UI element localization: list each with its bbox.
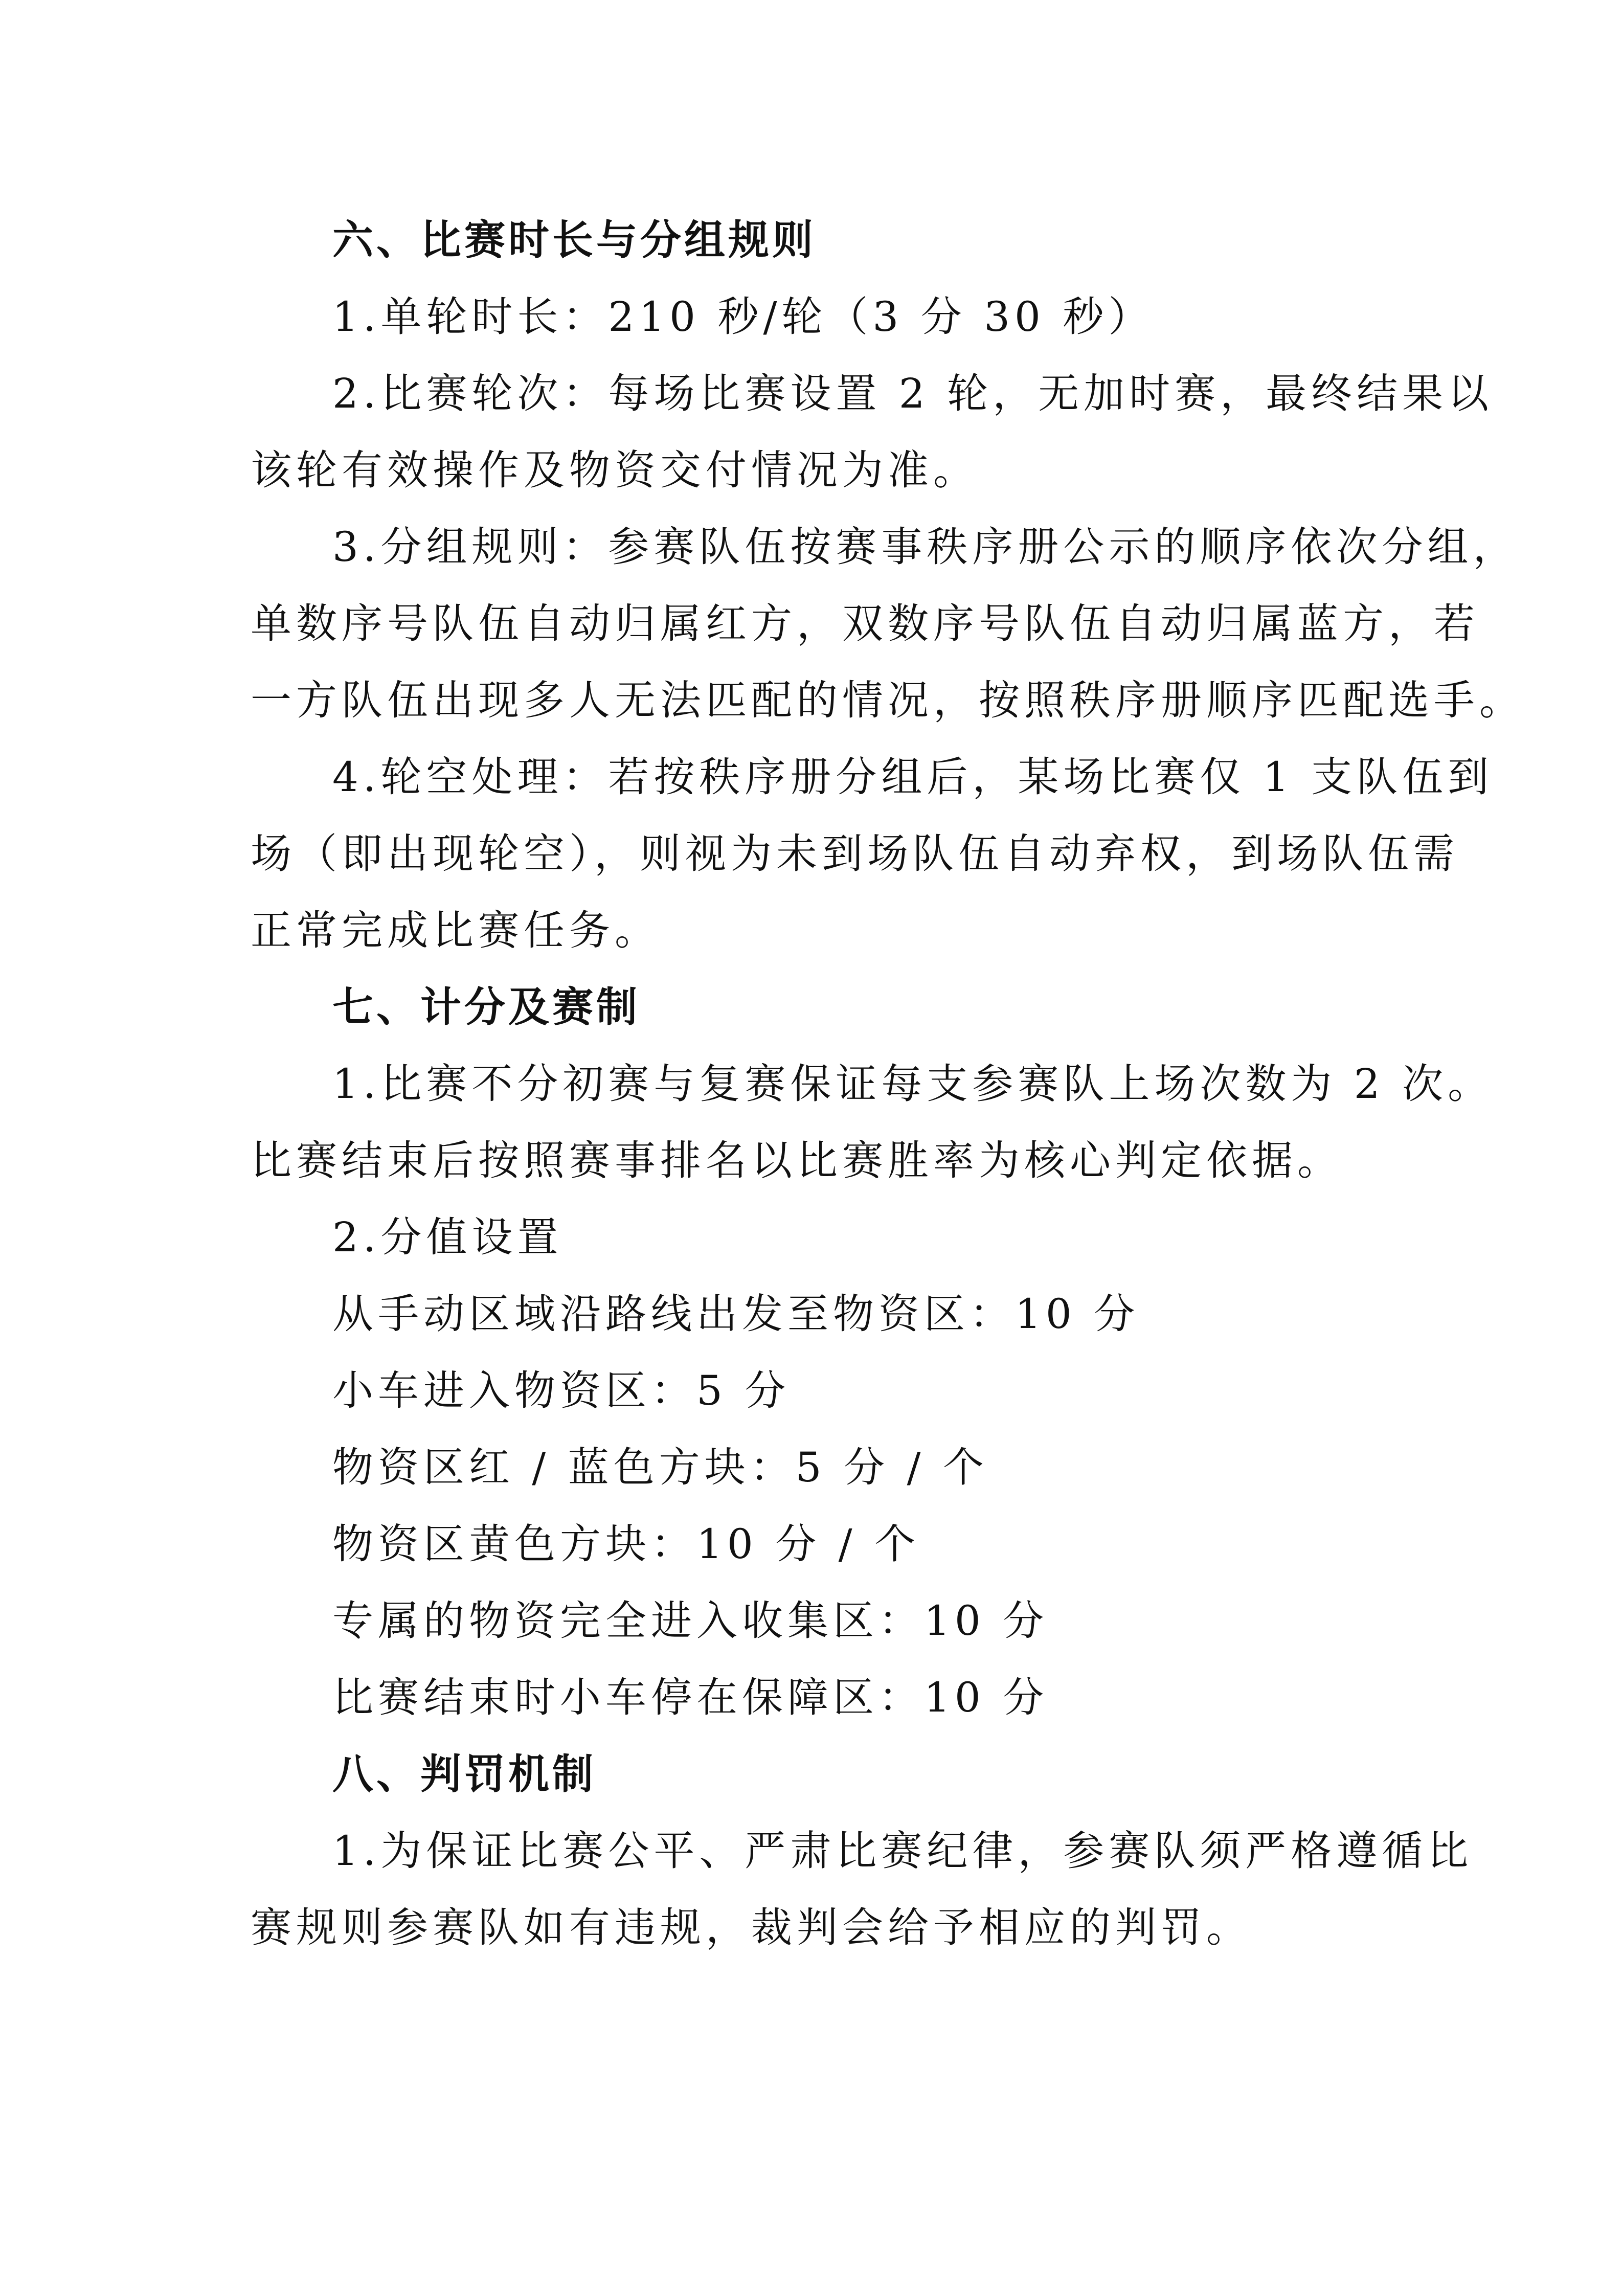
- paragraph-line: 1.为保证比赛公平、严肃比赛纪律，参赛队须严格遵循比: [332, 1827, 1473, 1875]
- paragraph-line: 正常完成比赛任务。: [251, 907, 660, 954]
- paragraph-line: 赛规则参赛队如有违规，裁判会给予相应的判罚。: [251, 1904, 1252, 1951]
- score-item: 小车进入物资区：5 分: [332, 1367, 791, 1414]
- section-heading: 八、判罚机制: [332, 1750, 596, 1798]
- score-item: 物资区红 / 蓝色方块：5 分 / 个: [332, 1444, 988, 1491]
- score-item: 从手动区域沿路线出发至物资区：10 分: [332, 1290, 1140, 1338]
- paragraph-line: 2.比赛轮次：每场比赛设置 2 轮，无加时赛，最终结果以: [332, 370, 1494, 417]
- score-item: 专属的物资完全进入收集区：10 分: [332, 1597, 1049, 1645]
- paragraph-line: 该轮有效操作及物资交付情况为准。: [251, 446, 979, 494]
- paragraph-line: 1.单轮时长：210 秒/轮（3 分 30 秒）: [332, 293, 1154, 341]
- paragraph-line: 场（即出现轮空），则视为未到场队伍自动弃权，到场队伍需: [251, 830, 1459, 877]
- paragraph-line: 1.比赛不分初赛与复赛保证每支参赛队上场次数为 2 次。: [332, 1060, 1494, 1108]
- paragraph-line: 比赛结束后按照赛事排名以比赛胜率为核心判定依据。: [251, 1137, 1343, 1184]
- score-item: 比赛结束时小车停在保障区：10 分: [332, 1674, 1049, 1721]
- paragraph-line: 2.分值设置: [332, 1213, 563, 1261]
- paragraph-line: 4.轮空处理：若按秩序册分组后，某场比赛仅 1 支队伍到: [332, 753, 1494, 801]
- section-heading: 六、比赛时长与分组规则: [332, 216, 816, 264]
- paragraph-line: 一方队伍出现多人无法匹配的情况，按照秩序册顺序匹配选手。: [251, 677, 1525, 724]
- section-heading: 七、计分及赛制: [332, 983, 640, 1031]
- paragraph-line: 3.分组规则：参赛队伍按赛事秩序册公示的顺序依次分组，: [332, 523, 1519, 571]
- score-item: 物资区黄色方块：10 分 / 个: [332, 1520, 920, 1568]
- paragraph-line: 单数序号队伍自动归属红方，双数序号队伍自动归属蓝方，若: [251, 600, 1479, 647]
